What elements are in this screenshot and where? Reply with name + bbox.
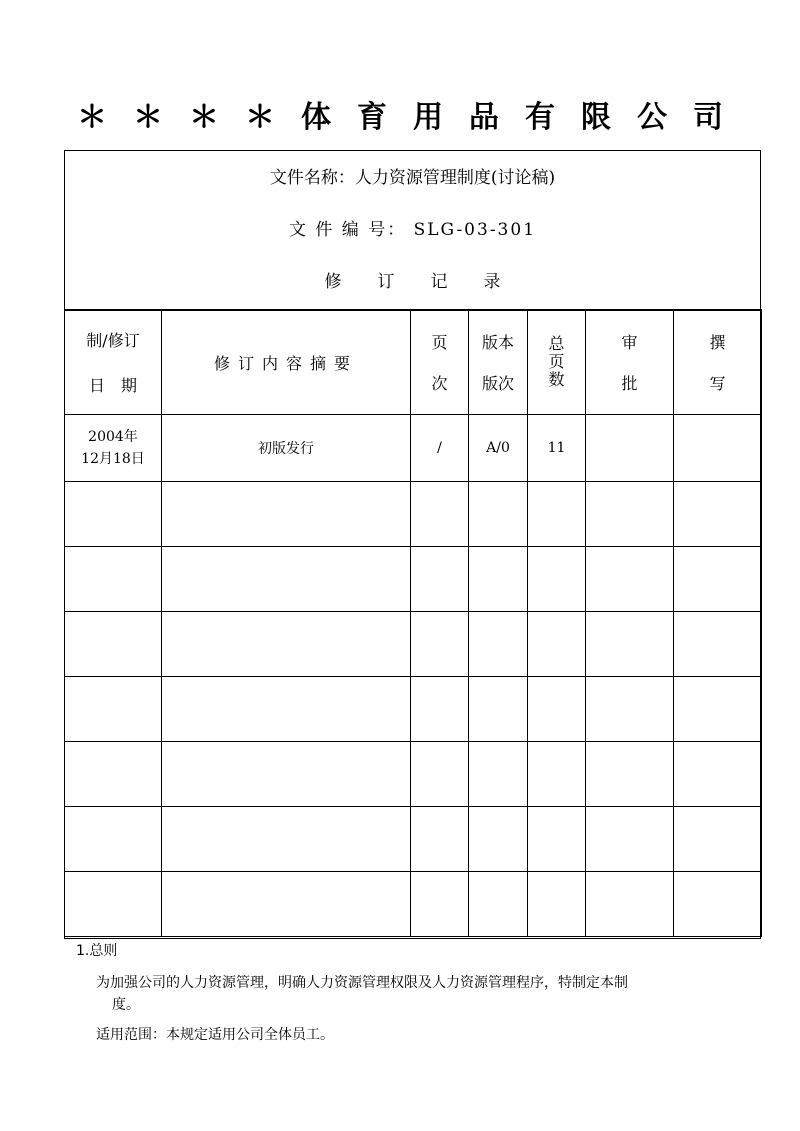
file-number-line (65, 215, 760, 240)
header-review-1: 审 (621, 333, 638, 352)
cell-total: 11 (528, 415, 586, 482)
cell-empty (586, 807, 674, 872)
header-total-2: 页 (548, 352, 565, 371)
cell-empty (411, 677, 469, 742)
table-row (65, 677, 762, 742)
table-header-row (65, 310, 762, 415)
cell-empty (674, 872, 762, 937)
cell-summary: 初版发行 (162, 415, 411, 482)
table-row (65, 872, 762, 937)
cell-empty (65, 807, 162, 872)
cell-empty (586, 612, 674, 677)
header-review (586, 310, 674, 415)
cell-empty (528, 807, 586, 872)
cell-empty (469, 482, 528, 547)
scope-text: 适用范围：本规定适用公司全体员工。 (96, 1027, 334, 1043)
cell-empty (65, 872, 162, 937)
cell-empty (162, 807, 411, 872)
cell-empty (674, 612, 762, 677)
cell-empty (162, 677, 411, 742)
cell-version: A/0 (469, 415, 528, 482)
cell-empty (162, 482, 411, 547)
sheet-header (65, 151, 760, 311)
file-number: SLG-03-301 (413, 220, 537, 240)
cell-empty (674, 677, 762, 742)
header-date-line2: 日 期 (88, 376, 137, 395)
cell-empty (586, 677, 674, 742)
revision-record-title: 修订记录 (324, 272, 537, 292)
section-heading: 1.总则 (76, 943, 118, 959)
cell-empty (411, 742, 469, 807)
cell-date-year: 2004年 (88, 429, 138, 445)
header-page-2: 次 (431, 374, 448, 393)
cell-empty (528, 612, 586, 677)
cell-empty (411, 482, 469, 547)
paragraph-line1: 为加强公司的人力资源管理，明确人力资源管理权限及人力资源管理程序，特制定本制 (96, 975, 628, 991)
cell-empty (674, 547, 762, 612)
cell-empty (586, 872, 674, 937)
revision-sheet (64, 150, 761, 939)
file-number-label: 文 件 编 号： (288, 220, 407, 240)
cell-empty (469, 807, 528, 872)
cell-empty (162, 872, 411, 937)
header-version (469, 310, 528, 415)
cell-empty (469, 677, 528, 742)
header-summary: 修订内容摘要 (162, 310, 411, 415)
cell-empty (586, 482, 674, 547)
cell-empty (162, 547, 411, 612)
cell-empty (65, 482, 162, 547)
header-version-2: 版次 (481, 374, 514, 393)
cell-empty (162, 612, 411, 677)
header-author (674, 310, 762, 415)
header-date (65, 310, 162, 415)
cell-empty (469, 872, 528, 937)
cell-date (65, 415, 162, 482)
cell-empty (528, 872, 586, 937)
header-total-1: 总 (548, 334, 565, 353)
cell-empty (411, 547, 469, 612)
cell-empty (411, 612, 469, 677)
cell-empty (65, 742, 162, 807)
section-paragraph (96, 972, 736, 1016)
cell-empty (528, 742, 586, 807)
table-row (65, 547, 762, 612)
table-row (65, 612, 762, 677)
header-total-3: 数 (548, 370, 565, 389)
table-row (65, 482, 762, 547)
cell-empty (674, 742, 762, 807)
cell-author (674, 415, 762, 482)
cell-empty (65, 677, 162, 742)
header-version-1: 版本 (481, 333, 514, 352)
table-row (65, 807, 762, 872)
table-row (65, 415, 762, 482)
cell-empty (674, 807, 762, 872)
header-author-2: 写 (709, 374, 726, 393)
cell-page: / (411, 415, 469, 482)
cell-empty (528, 677, 586, 742)
header-page-1: 页 (431, 333, 448, 352)
header-review-2: 批 (621, 374, 638, 393)
paragraph-line2: 度。 (112, 997, 140, 1013)
cell-empty (674, 482, 762, 547)
header-date-line1: 制/修订 (86, 331, 140, 350)
document-title: ＊＊＊＊体育用品有限公司 (77, 100, 749, 135)
cell-empty (411, 807, 469, 872)
cell-empty (469, 742, 528, 807)
cell-empty (65, 612, 162, 677)
header-page (411, 310, 469, 415)
cell-empty (469, 612, 528, 677)
cell-empty (469, 547, 528, 612)
cell-empty (528, 482, 586, 547)
header-author-1: 撰 (709, 333, 726, 352)
cell-empty (528, 547, 586, 612)
cell-review (586, 415, 674, 482)
cell-date-day: 12月18日 (81, 451, 145, 467)
cell-empty (411, 872, 469, 937)
table-row (65, 742, 762, 807)
cell-empty (586, 742, 674, 807)
header-total-pages (528, 310, 586, 415)
cell-empty (65, 547, 162, 612)
cell-empty (586, 547, 674, 612)
cell-empty (162, 742, 411, 807)
revision-table (64, 309, 762, 937)
file-name: 文件名称：人力资源管理制度(讨论稿) (269, 168, 556, 188)
